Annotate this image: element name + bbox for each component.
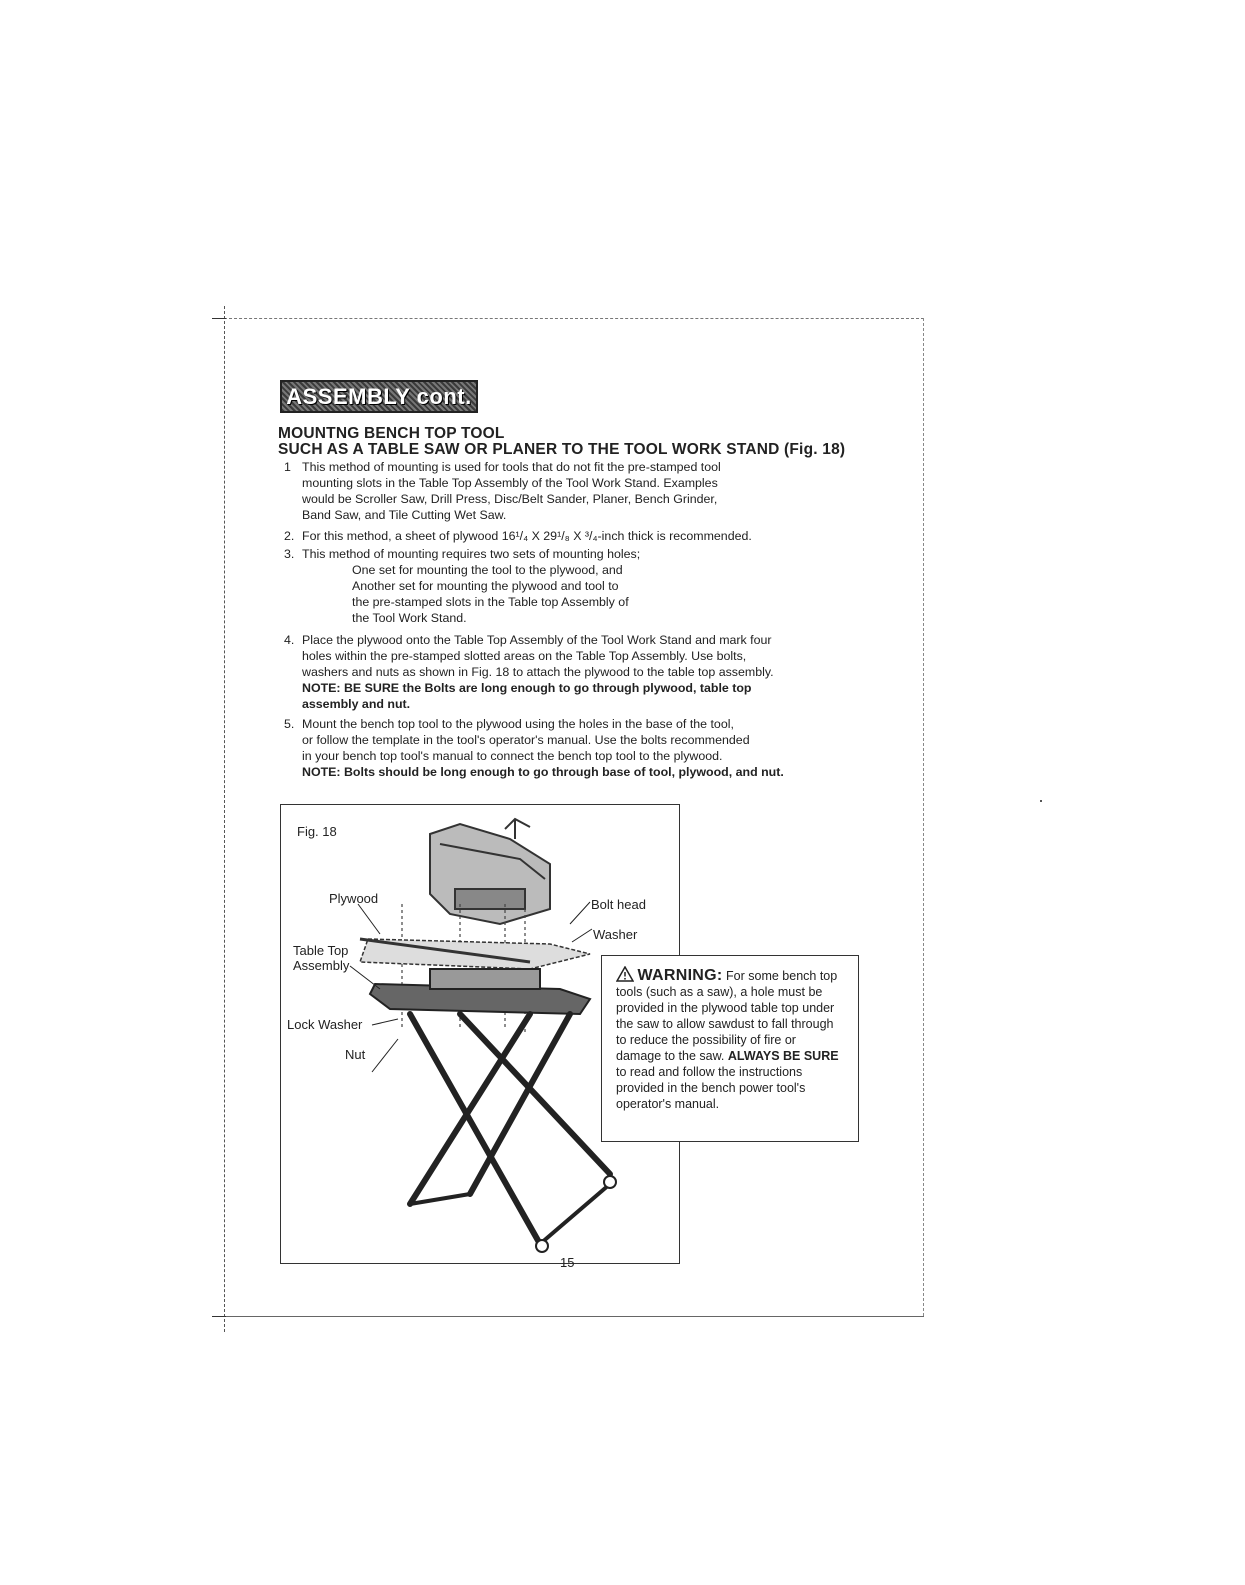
page-frame-top xyxy=(224,318,924,319)
step-number: 4. xyxy=(284,633,295,647)
callout-washer: Washer xyxy=(593,927,638,942)
callout-table-top: Table Top xyxy=(293,943,349,958)
step-line: For this method, a sheet of plywood 16¹/₄ X 29¹/₈ X ³/₄-inch thick is recommended. xyxy=(302,529,752,543)
step-line: would be Scroller Saw, Drill Press, Disc/Belt Sander, Planer, Bench Grinder, xyxy=(302,492,718,506)
callout-assembly: Assembly xyxy=(293,958,350,973)
step-subline: the pre-stamped slots in the Table top Assembly of xyxy=(352,595,629,609)
section-banner: ASSEMBLY cont. xyxy=(280,380,478,413)
heading-line-2: SUCH AS A TABLE SAW OR PLANER TO THE TOOL WORK STAND (Fig. 18) xyxy=(278,441,846,458)
table-top-drawing xyxy=(370,969,590,1014)
scan-speck xyxy=(1040,800,1042,802)
step-number: 1 xyxy=(284,460,291,474)
step-1 xyxy=(284,459,884,523)
step-number: 5. xyxy=(284,717,295,731)
figure-label: Fig. 18 xyxy=(297,824,337,839)
stand-legs-drawing xyxy=(410,1014,610,1244)
step-line: in your bench top tool's manual to connect the bench top tool to the plywood. xyxy=(302,749,723,763)
step-note: assembly and nut. xyxy=(302,697,411,711)
scroll-saw-drawing xyxy=(430,819,550,924)
step-subline: Another set for mounting the plywood and tool to xyxy=(352,579,619,593)
warning-title: WARNING: xyxy=(637,967,723,984)
warning-triangle-icon xyxy=(616,969,637,983)
step-subline: the Tool Work Stand. xyxy=(352,611,467,625)
page-frame-right xyxy=(923,318,924,1316)
callout-bolt-head: Bolt head xyxy=(591,897,646,912)
step-line: Band Saw, and Tile Cutting Wet Saw. xyxy=(302,508,507,522)
callout-plywood: Plywood xyxy=(329,891,379,906)
warning-text: For some bench top tools (such as a saw), a hole must be provided in the plywood table top under the saw to allow sawdust to fall through to reduce the possibility of fire or damage to the saw. xyxy=(616,969,838,1063)
page-frame-left xyxy=(224,306,225,1332)
step-line: Mount the bench top tool to the plywood using the holes in the base of the tool, xyxy=(302,717,734,731)
heading-line-1: MOUNTNG BENCH TOP TOOL xyxy=(278,425,505,442)
step-line: mounting slots in the Table Top Assembly of the Tool Work Stand. Examples xyxy=(302,476,718,490)
step-2 xyxy=(284,528,884,544)
step-line: holes within the pre-stamped slotted areas on the Table Top Assembly. Use bolts, xyxy=(302,649,747,663)
crop-mark-top xyxy=(212,318,226,319)
step-3 xyxy=(284,546,884,626)
plywood-drawing xyxy=(360,939,590,969)
warning-emphasis: ALWAYS BE SURE xyxy=(727,1049,839,1063)
warning-box xyxy=(601,955,859,1142)
step-line: This method of mounting is used for tools that do not fit the pre-stamped tool xyxy=(302,460,721,474)
step-note: NOTE: BE SURE the Bolts are long enough to go through plywood, table top xyxy=(302,681,752,695)
step-subline: One set for mounting the tool to the plywood, and xyxy=(352,563,623,577)
step-line: This method of mounting requires two sets of mounting holes; xyxy=(302,547,641,561)
page-number: 15 xyxy=(560,1255,575,1270)
crop-mark-bottom xyxy=(212,1316,226,1317)
step-4 xyxy=(284,632,884,712)
step-number: 2. xyxy=(284,529,295,543)
callout-nut: Nut xyxy=(345,1047,366,1062)
callout-lock-washer: Lock Washer xyxy=(287,1017,363,1032)
step-line: washers and nuts as shown in Fig. 18 to attach the plywood to the table top assembly. xyxy=(302,665,774,679)
step-note: NOTE: Bolts should be long enough to go through base of tool, plywood, and nut. xyxy=(302,765,784,779)
warning-text-tail: to read and follow the instructions provided in the bench power tool's operator's manual. xyxy=(616,1065,806,1111)
page-frame-bottom xyxy=(224,1316,924,1317)
step-line: Place the plywood onto the Table Top Assembly of the Tool Work Stand and mark four xyxy=(302,633,772,647)
step-line: or follow the template in the tool's operator's manual. Use the bolts recommended xyxy=(302,733,750,747)
step-number: 3. xyxy=(284,547,295,561)
step-5 xyxy=(284,716,904,780)
